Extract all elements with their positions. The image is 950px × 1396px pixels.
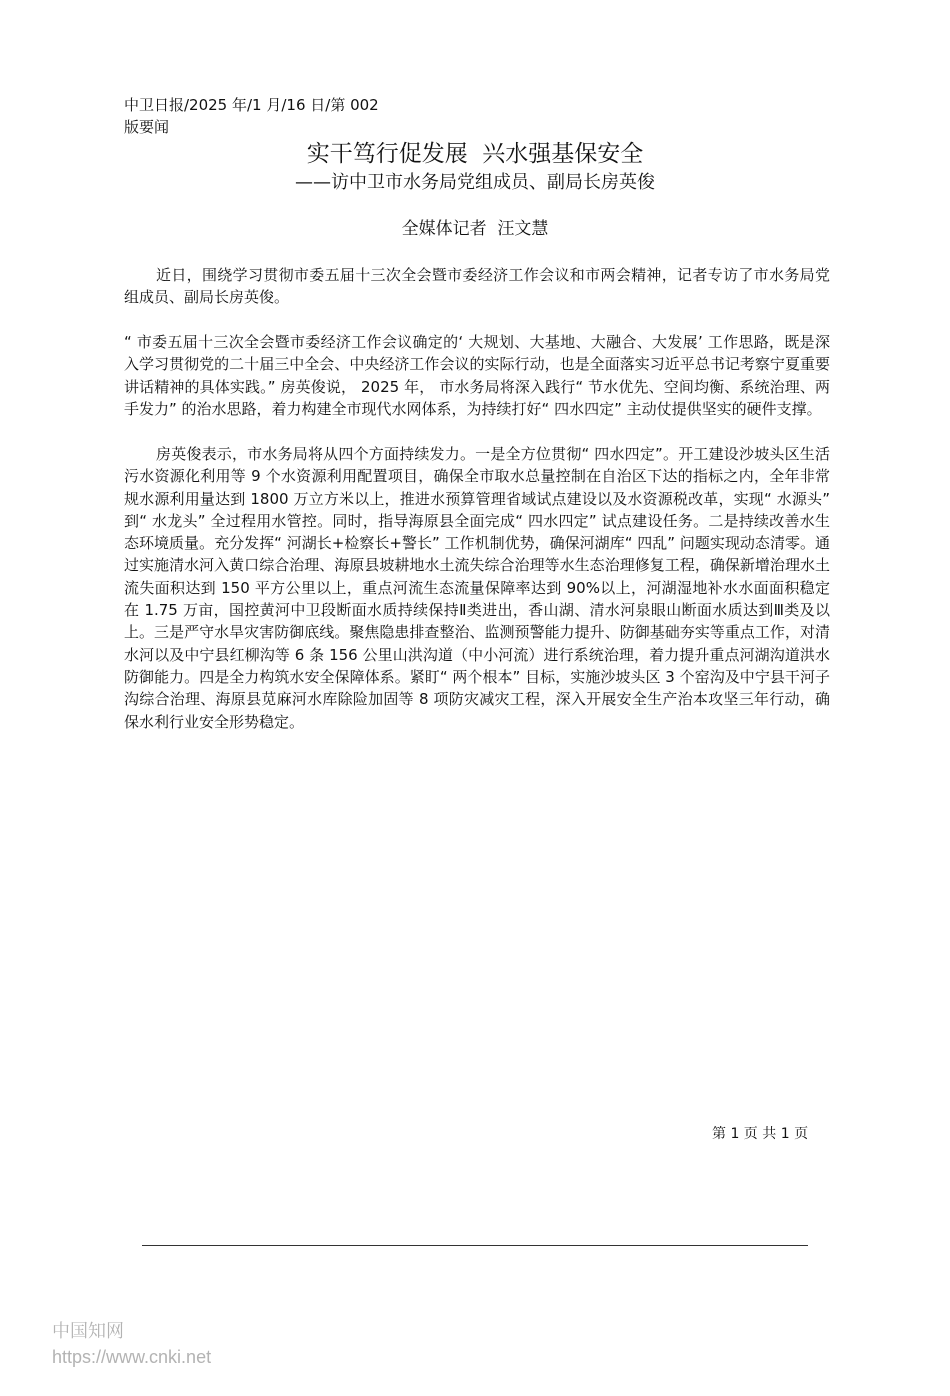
watermark-url: https://www.cnki.net — [52, 1347, 212, 1367]
article-paragraph-3: 房英俊表示，市水务局将从四个方面持续发力。一是全方位贯彻“ 四水四定”。开工建设沙坡头区生活污水资源化利用等 9 个水资源利用配置项目，确保全市取水总量控制在自治区下达的指标之内，全年非常规水源利用量达到 1800 万立方米以上，推进水预算管理省域试点建设以及水资源税改革，实现“ 水源头” 到“ 水龙头” 全过程用水管控。同时，指导海原县全面完成“ 四水四定” 试点建设任务。二是持续改善水生态环境质量。充分发挥“ 河湖长+检察长+警长” 工作机制优势，确保河湖库“ 四乱” 问题实现动态清零。通过实施清水河入黄口综合治理、海原县坡耕地水土流失综合治理等水生态治理修复工程，确保新增治理水土流失面积达到 150 平方公里以上，重点河流生态流量保障率达到 90%以上，河湖湿地补水水面面积稳定在 1.75 万亩，国控黄河中卫段断面水质持续保持Ⅱ类进出，香山湖、清水河泉眼山断面水质达到Ⅲ类及以上。三是严守水旱灾害防御底线。聚焦隐患排查整治、监测预警能力提升、防御基础夯实等重点工作，对清水河以及中宁县红柳沟等 6 条 156 公里山洪沟道（中小河流）进行系统治理，着力提升重点河湖沟道洪水防御能力。四是全力构筑水安全保障体系。紧盯“ 两个根本” 目标，实施沙坡头区 3 个窑沟及中宁县干河子沟综合治理、海原县苋麻河水库除险加固等 8 项防灾减灾工程，深入开展安全生产治本攻坚三年行动，确保水利行业安全形势稳定。 — [124, 445, 830, 731]
article-paragraph-2: “ 市委五届十三次全会暨市委经济工作会议确定的‘ 大规划、大基地、大融合、大发展’ 工作思路，既是深入学习贯彻党的二十届三中全会、中央经济工作会议的实际行动，也是全面落实习近平总书记考察宁夏重要讲话精神的具体实践。” 房英俊说， 2025 年， 市水务局将深入践行“ 节水优先、空间均衡、系统治理、两手发力” 的治水思路，着力构建全市现代水网体系，为持续打好“ 四水四定” 主动仗提供坚实的硬件支撑。 — [124, 333, 830, 418]
source-line-2: 版要闻 — [124, 118, 170, 136]
footer-divider — [142, 1245, 808, 1246]
article-paragraph-1: 近日，围绕学习贯彻市委五届十三次全会暨市委经济工作会议和市两会精神，记者专访了市水务局党组成员、副局长房英俊。 — [124, 266, 830, 307]
page-indicator: 第 1 页 共 1 页 — [712, 1126, 809, 1142]
article-subtitle: ——访中卫市水务局党组成员、副局长房英俊 — [295, 172, 655, 193]
watermark-brand: 中国知网 — [52, 1321, 125, 1341]
source-line-1: 中卫日报/2025 年/1 月/16 日/第 002 — [124, 96, 379, 114]
article-title: 实干笃行促发展 兴水强基保安全 — [306, 141, 644, 167]
source-info — [124, 94, 424, 138]
watermark — [32, 1292, 211, 1396]
article-byline: 全媒体记者 汪文慧 — [401, 219, 549, 239]
